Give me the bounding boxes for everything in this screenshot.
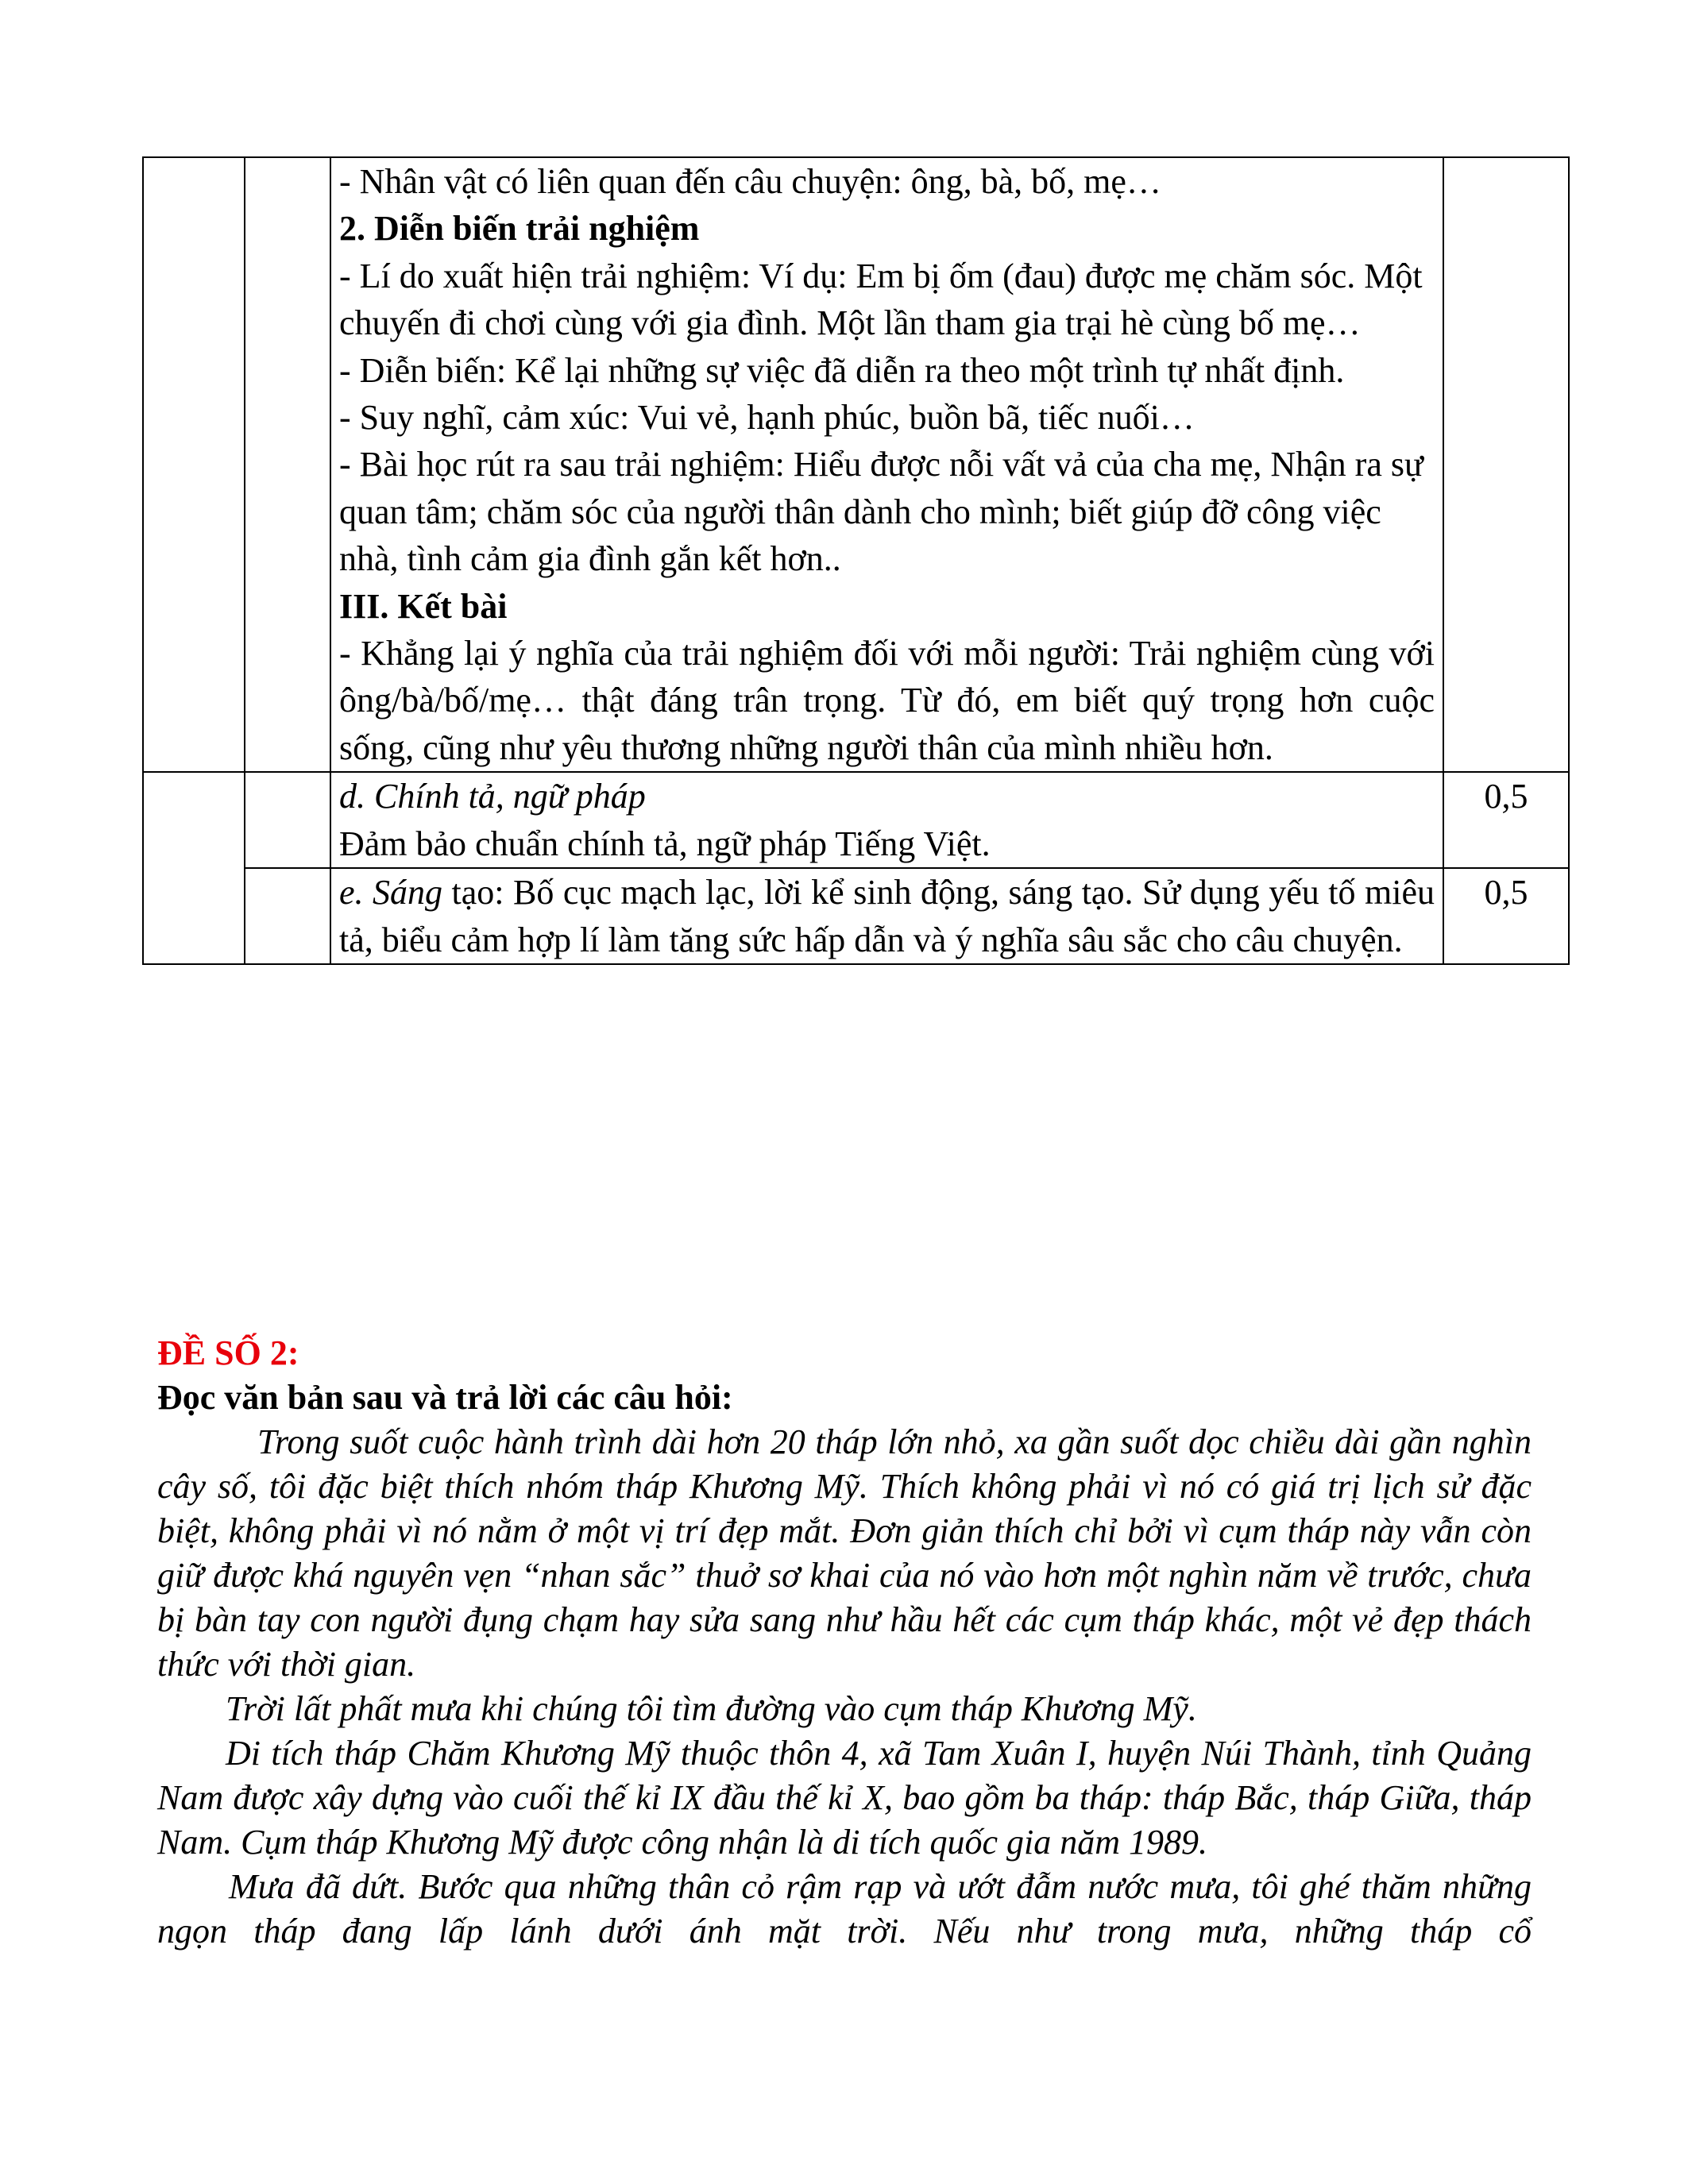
criterion-text: tạo: Bố cục mạch lạc, lời kể sinh động, sáng tạo. Sử dụng yếu tố miêu tả, biểu cảm hợp lí làm tăng sức hấp dẫn và ý nghĩa sâu sắc cho câu chuyện. [339, 873, 1435, 959]
table-cell-empty [245, 157, 330, 772]
criterion-heading: d. Chính tả, ngữ pháp [339, 777, 646, 816]
exam-instruction: Đọc văn bản sau và trả lời các câu hỏi: [157, 1378, 733, 1417]
rubric-content-cell [330, 868, 1443, 964]
rubric-line: - Diễn biến: Kể lại những sự việc đã diễn ra theo một trình tự nhất định. [339, 350, 1345, 390]
table-row [143, 157, 1569, 772]
criterion-text: Đảm bảo chuẩn chính tả, ngữ pháp Tiếng Việt. [339, 824, 991, 863]
rubric-subheading: 2. Diễn biến trải nghiệm [339, 209, 700, 249]
rubric-line: - Lí do xuất hiện trải nghiệm: Ví dụ: Em bị ốm (đau) được mẹ chăm sóc. Một chuyến đi chơi cùng với gia đình. Một lần tham gia trại hè cùng bố mẹ… [339, 256, 1423, 343]
rubric-line: - Nhân vật có liên quan đến câu chuyện: ông, bà, bố, mẹ… [339, 162, 1161, 201]
table-cell-empty [143, 772, 245, 868]
grading-table [142, 156, 1570, 965]
rubric-line: - Suy nghĩ, cảm xúc: Vui vẻ, hạnh phúc, buồn bã, tiếc nuối… [339, 398, 1195, 438]
score-value: 0,5 [1443, 772, 1569, 868]
reading-passage [157, 1420, 1532, 1954]
passage-paragraph: Trong suốt cuộc hành trình dài hơn 20 tháp lớn nhỏ, xa gần suốt dọc chiều dài gần nghìn cây số, tôi đặc biệt thích nhóm tháp Khương Mỹ. Thích không phải vì nó có giá trị lịch sử đặc biệt, không phải vì nó nằm ở một vị trí đẹp mắt. Đơn giản thích chỉ bởi vì cụm tháp này vẫn còn giữ được khá nguyên vẹn “nhan sắc” thuở sơ khai của nó vào hơn một nghìn năm về trước, chưa bị bàn tay con người đụng chạm hay sửa sang như hầu hết các cụm tháp khác, một vẻ đẹp thách thức với thời gian. [157, 1422, 1532, 1684]
table-row [143, 868, 1569, 964]
table-cell-empty [143, 157, 245, 772]
rubric-content-cell [330, 157, 1443, 772]
criterion-heading: e. Sáng [339, 873, 443, 913]
score-value: 0,5 [1443, 868, 1569, 964]
table-cell-empty [245, 868, 330, 964]
passage-paragraph: Di tích tháp Chăm Khương Mỹ thuộc thôn 4, xã Tam Xuân I, huyện Núi Thành, tỉnh Quảng Nam được xây dựng vào cuối thế kỉ IX đầu thế kỉ X, bao gồm ba tháp: tháp Bắc, tháp Giữa, tháp Nam. Cụm tháp Khương Mỹ được công nhận là di tích quốc gia năm 1989. [157, 1734, 1532, 1862]
rubric-content-cell [330, 772, 1443, 868]
exam-title: ĐỀ SỐ 2: [157, 1333, 299, 1372]
passage-paragraph: Mưa đã dứt. Bước qua những thân cỏ rậm rạp và ướt đẫm nước mưa, tôi ghé thăm những ngọn tháp đang lấp lánh dưới ánh mặt trời. Nếu như trong mưa, những tháp cổ [157, 1867, 1532, 1951]
table-cell-empty [143, 868, 245, 964]
table-row [143, 772, 1569, 868]
score-cell-empty [1443, 157, 1569, 772]
rubric-line: - Khẳng lại ý nghĩa của trải nghiệm đối với mỗi người: Trải nghiệm cùng với ông/bà/bố/mẹ… thật đáng trân trọng. Từ đó, em biết quý trọng hơn cuộc sống, cũng như yêu thương những người thân của mình nhiều hơn. [339, 634, 1435, 767]
table-cell-empty [245, 772, 330, 868]
rubric-subheading: III. Kết bài [339, 586, 508, 626]
rubric-line: - Bài học rút ra sau trải nghiệm: Hiểu được nỗi vất vả của cha mẹ, Nhận ra sự quan tâm; chăm sóc của người thân dành cho mình; biết giúp đỡ công việc nhà, tình cảm gia đình gắn kết hơn.. [339, 445, 1423, 579]
passage-paragraph: Trời lất phất mưa khi chúng tôi tìm đường vào cụm tháp Khương Mỹ. [226, 1689, 1197, 1728]
